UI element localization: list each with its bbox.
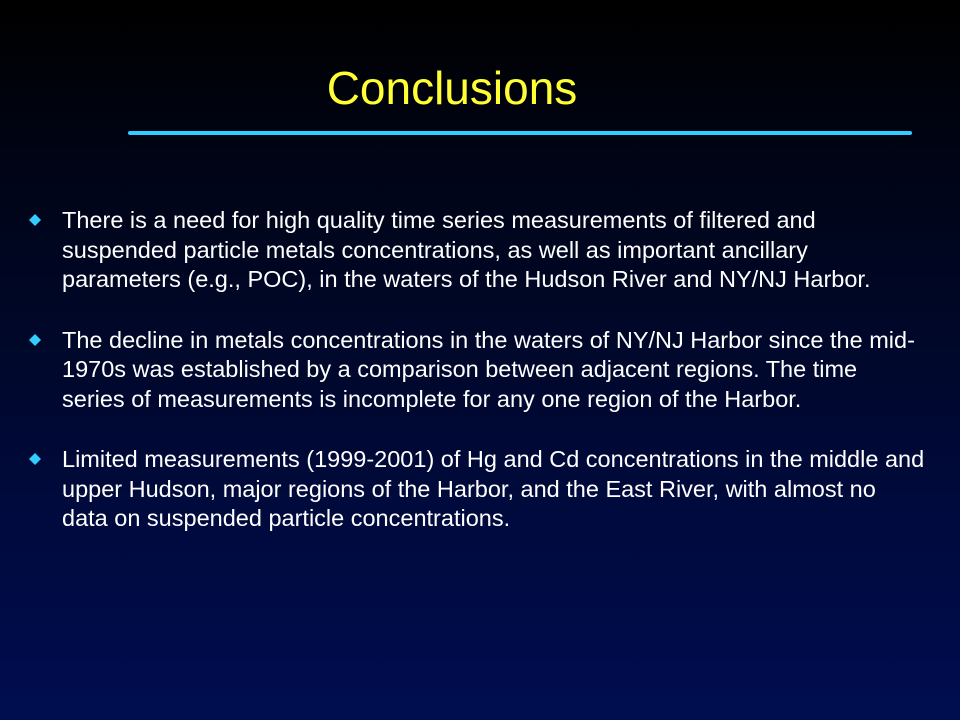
bullet-list (26, 206, 926, 565)
bullet-item (26, 326, 926, 415)
title-underline-rule (128, 131, 912, 135)
bullet-text: Limited measurements (1999-2001) of Hg and Cd concentrations in the middle and upper Hudson, major regions of the Harbor, and the East River, with almost no data on suspended particle concentrations. (62, 446, 925, 531)
diamond-bullet-icon (29, 214, 41, 226)
bullet-text: There is a need for high quality time series measurements of filtered and suspended particle metals concentrations, as well as important ancillary parameters (e.g., POC), in the waters of the Hudson River and NY/NJ Harbor. (62, 207, 871, 292)
bullet-item (26, 445, 926, 534)
diamond-bullet-icon (29, 453, 41, 465)
diamond-bullet-icon (29, 334, 41, 346)
bullet-text: The decline in metals concentrations in the waters of NY/NJ Harbor since the mid-1970s was established by a comparison between adjacent regions. The time series of measurements is incomplete for any one region of the Harbor. (62, 326, 915, 412)
slide-title: Conclusions (326, 62, 578, 114)
bullet-item (26, 206, 926, 295)
